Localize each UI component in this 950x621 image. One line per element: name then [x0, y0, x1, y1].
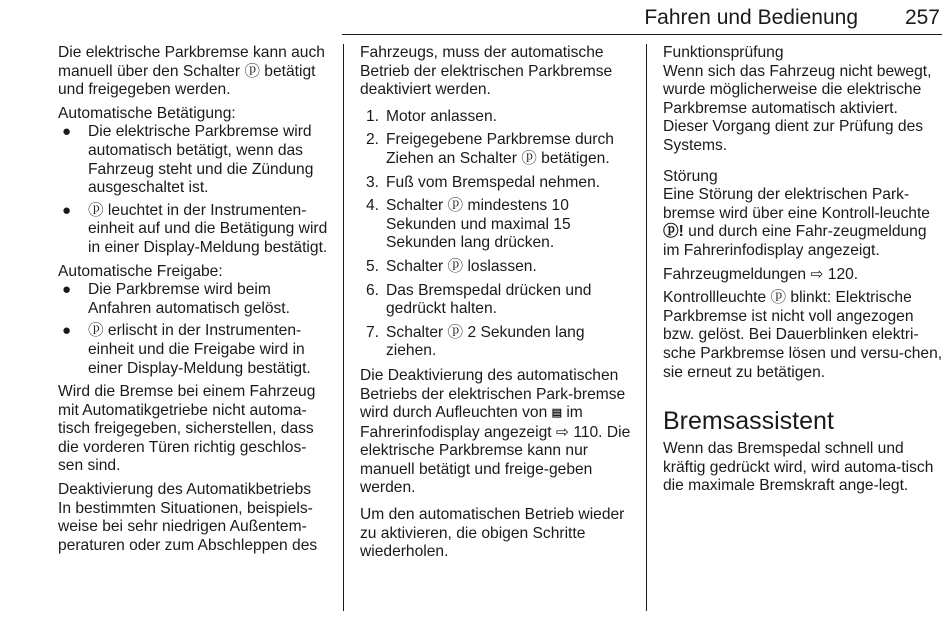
column-divider-1 [343, 44, 344, 611]
list-item-text: Die Parkbremse wird beim Anfahren automatisch gelöst. [88, 281, 290, 317]
brake-assist-heading: Bremsassistent [663, 407, 834, 436]
list-item [58, 281, 330, 318]
column-2 [360, 44, 636, 567]
step-item: 4. Schalter ⓟ mindestens 10 Sekunden und maximal 15 Sekunden lang drücken. [366, 197, 571, 252]
deactivation-text: In bestimmten Situationen, beispiels-weise bei sehr niedrigen Außentem-peraturen oder zum Abschleppen des [58, 499, 318, 554]
column-1 [58, 44, 330, 560]
function-test-text: Wenn sich das Fahrzeug nicht bewegt, wurde möglicherweise die elektrische Parkbremse automatisch aktiviert. Dieser Vorgang dient zur Prüfung des Systems. [663, 62, 932, 154]
page-header [0, 0, 950, 34]
function-test-heading: Funktionsprüfung [663, 44, 784, 61]
fault-heading: Störung [663, 167, 718, 185]
reactivate-paragraph: Um den automatischen Betrieb wieder zu aktivieren, die obigen Schritte wiederholen. [360, 506, 625, 561]
auto-release-list [58, 281, 330, 378]
step-item: 7. Schalter ⓟ 2 Sekunden lang ziehen. [366, 323, 585, 360]
auto-activation-label: Automatische Betätigung: [58, 104, 236, 122]
list-item-text: Die elektrische Parkbremse wird automatisch betätigt, wenn das Fahrzeug steht und die Zündung ausgeschaltet ist. [88, 123, 314, 197]
step-item: 1. Motor anlassen. [366, 107, 497, 125]
continuation-paragraph: Fahrzeugs, muss der automatische Betrieb der elektrischen Parkbremse deaktiviert werden. [360, 44, 613, 99]
bullet-icon: ● [62, 123, 72, 141]
step-item: 2. Freigegebene Parkbremse durch Ziehen an Schalter ⓟ betätigen. [366, 131, 614, 167]
header-rule [342, 34, 942, 35]
indicator-flash-text: Kontrollleuchte ⓟ blinkt: Elektrische Parkbremse ist nicht voll angezogen bzw. gelöst. Bei Dauerblinken elektri-sche Parkbremse lösen und versu-chen, sie erneut zu betätigen. [663, 289, 943, 381]
list-item [58, 322, 330, 378]
list-item [58, 202, 330, 258]
deactivation-result: Die Deaktivierung des automatischen Betriebs der elektrischen Park-bremse wird durch Aufleuchten von ▤ im Fahrerinfodisplay angezeigt ⇨ 110. Die elektrische Parkbremse kann nur manuell betätigt und freige-geben werden. [360, 366, 631, 497]
list-item [58, 123, 330, 197]
intro-paragraph: Die elektrische Parkbremse kann auch manuell über den Schalter ⓟ betätigt und freigegeben werden. [58, 44, 325, 99]
deactivation-steps [360, 108, 636, 361]
step-item: 5. Schalter ⓟ loslassen. [366, 257, 537, 275]
step-item: 3. Fuß vom Bremspedal nehmen. [366, 173, 601, 191]
fault-text: Eine Störung der elektrischen Park-bremse wird über eine Kontroll-leuchte ⓟ! und durch eine Fahr-zeugmeldung im Fahrerinfodisplay angezeigt. [663, 186, 930, 259]
bullet-icon: ● [62, 201, 72, 219]
display-symbol-icon: ▤ [551, 407, 562, 420]
bullet-icon: ● [62, 281, 72, 299]
column-divider-2 [646, 44, 647, 611]
auto-release-label: Automatische Freigabe: [58, 262, 223, 280]
vehicle-messages-ref: Fahrzeugmeldungen ⇨ 120. [663, 265, 859, 283]
auto-activation-list [58, 123, 330, 257]
brake-assist-text: Wenn das Bremspedal schnell und kräftig gedrückt wird, wird automa-tisch die maximale Bremskraft ange-legt. [663, 440, 934, 495]
page-number: 257 [904, 6, 940, 29]
deactivation-heading: Deaktivierung des Automatikbetriebs [58, 481, 312, 499]
list-item-text: ⓟ erlischt in der Instrumenten-einheit und die Freigabe wird in einer Display-Meldung bestätigt. [88, 322, 311, 377]
parking-brake-fault-icon: ⓟ! [663, 223, 684, 241]
automatic-gearbox-note: Wird die Bremse bei einem Fahrzeug mit Automatikgetriebe nicht automa-tisch freigegeben, sicherstellen, dass die vorderen Türen richtig geschlos-sen sind. [58, 383, 316, 475]
step-item: 6. Das Bremspedal drücken und gedrückt halten. [366, 281, 592, 318]
list-item-text: ⓟ leuchtet in der Instrumenten-einheit auf und die Betätigung wird in einer Display-Meldung bestätigt. [88, 201, 328, 256]
bullet-icon: ● [62, 322, 72, 340]
header-title: Fahren und Bedienung [644, 6, 858, 29]
column-3 [663, 44, 945, 501]
